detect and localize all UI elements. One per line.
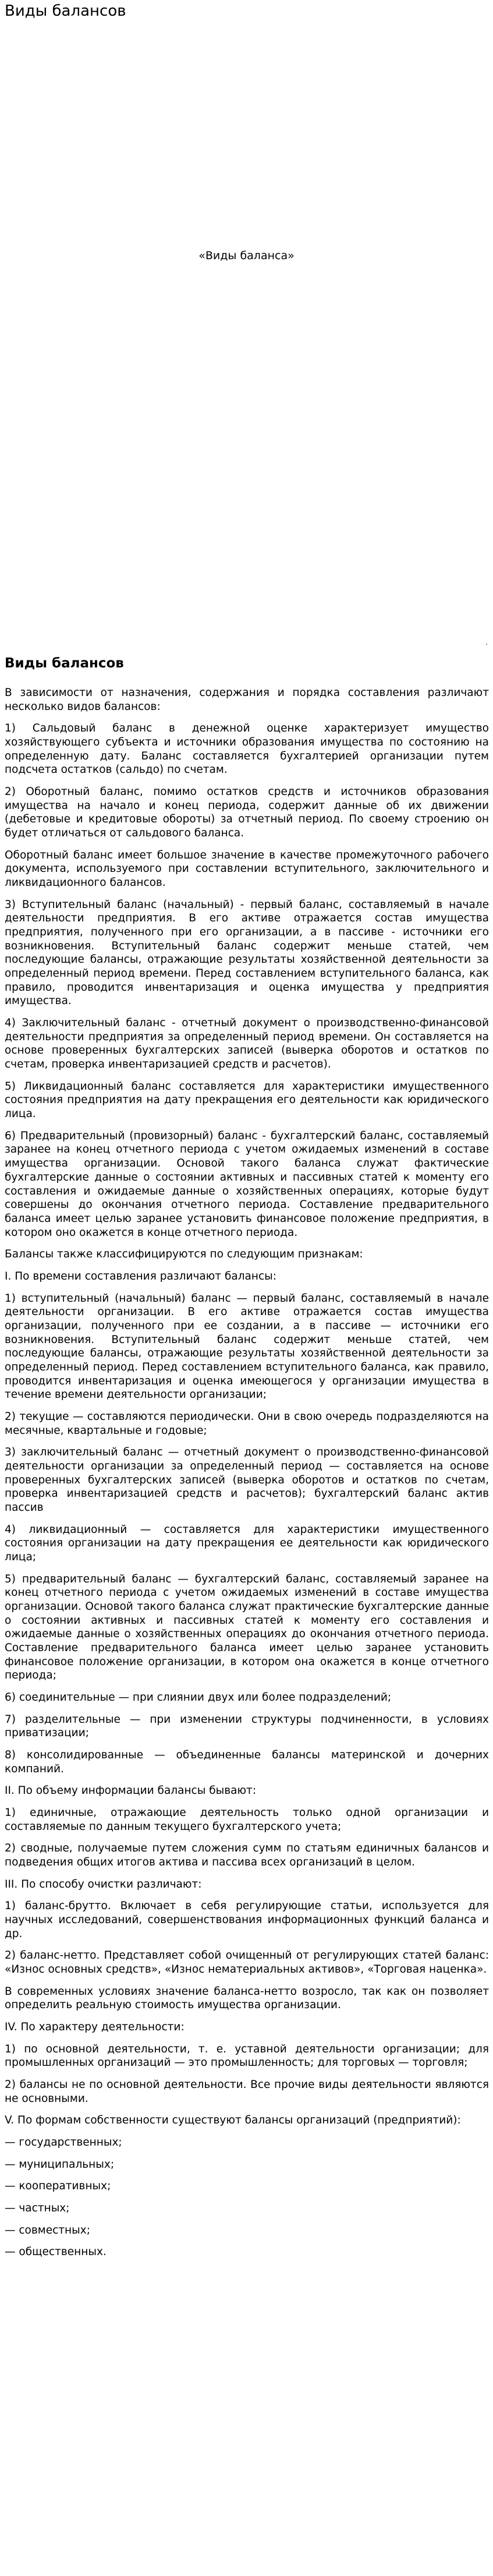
paragraph: I. По времени составления различают балансы:: [5, 1270, 276, 1282]
paragraph: III. По способу очистки различают:: [5, 1878, 202, 1891]
paragraph: 2) сводные, получаемые путем сложения сумм по статьям единичных балансов и подведения общих итогов актива и пассива всех организаций в целом.: [5, 1842, 489, 1869]
paragraph: 2) Оборотный баланс, помимо остатков средств и источников образования имущества на начало и конец периода, содержит данные об их движении (дебетовые и кредитовые обороты) за отчетный период. По своему строению он будет отличаться от сальдового баланса.: [5, 786, 489, 840]
list-item: — общественных.: [5, 2246, 107, 2259]
paragraph: V. По формам собственности существуют балансы организаций (предприятий):: [5, 2114, 461, 2127]
article-heading: Виды балансов: [5, 656, 124, 671]
paragraph: 4) ликвидационный — составляется для характеристики имущественного состояния организации на дату прекращения ее деятельности как юридического лица;: [5, 1523, 489, 1563]
paragraph: IV. По характеру деятельности:: [5, 2021, 185, 2034]
paragraph: 1) единичные, отражающие деятельность только одной организации и составляемые по данным текущего бухгалтерского учета;: [5, 1807, 489, 1833]
paragraph: 6) Предварительный (провизорный) баланс - бухгалтерский баланс, составляемый заранее на конец отчетного периода с учетом ожидаемых изменений в составе имущества организации. Основой такого баланса служат фактические бухгалтерские данные о состоянии активных и пассивных статей к моменту его составления и ожидаемые данные о хозяйственных операциях, которые будут совершены до окончания отчетного периода. Составление предварительного баланса имеет целью заранее установить финансовое положение предприятия, в котором оно окажется в конце отчетного периода.: [5, 1129, 489, 1239]
list-item: — совместных;: [5, 2224, 90, 2236]
paragraph: 2) балансы не по основной деятельности. Все прочие виды деятельности являются не основными.: [5, 2079, 489, 2105]
paragraph: II. По объему информации балансы бывают:: [5, 1785, 257, 1797]
paragraph: 1) по основной деятельности, т. е. уставной деятельности организации; для промышленных организаций — это промышленность; для торговых — торговля;: [5, 2043, 489, 2069]
paragraph: В зависимости от назначения, содержания и порядка составления различают несколько видов балансов:: [5, 687, 489, 713]
paragraph: 1) баланс-брутто. Включает в себя регулирующие статьи, используется для научных исследований, совершенствования информационных функций баланса и др.: [5, 1900, 489, 1940]
paragraph: 1) Сальдовый баланс в денежной оценке характеризует имущество хозяйствующего субъекта и источники образования имущества по состоянию на определенную дату. Баланс составляется бухгалтерией организации путем подсчета остатков (сальдо) по счетам.: [5, 722, 489, 776]
paragraph: 3) Вступительный баланс (начальный) - первый баланс, составляемый в начале деятельности предприятия. В его активе отражается состав имущества предприятия, полученного при его организации, а в пассиве - источники его возникновения. Вступительный баланс содержит меньше статей, чем последующие балансы, отражающие результаты хозяйственной деятельности за определенный период времени. Перед составлением вступительного баланса, как правило, проводится инвентаризация и оценка имущества у предприятия имущества.: [5, 898, 489, 1008]
paragraph: 3) заключительный баланс — отчетный документ о производственно-финансовой деятельности организации за определенный период — составляется на основе проверенных бухгалтерских записей (выверка оборотов и остатков по счетам, проверка инвентаризацией средств и расчетов); бухгалтерский баланс актив пассив: [5, 1446, 489, 1514]
paragraph: 1) вступительный (начальный) баланс — первый баланс, составляемый в начале деятельности организации. В его активе отражается состав имущества организации, полученного при ее создании, а в пассиве — источники его возникновения. Вступительный баланс содержит меньше статей, чем последующие балансы, отражающие результаты хозяйственной деятельности за определенный период. Перед составлением вступительного баланса, как правило, проводится инвентаризация и оценка имеющегося у организации имущества в течение времени деятельности организации;: [5, 1292, 489, 1401]
paragraph: 7) разделительные — при изменении структуры подчиненности, в условиях приватизации;: [5, 1713, 489, 1740]
paragraph: В современных условиях значение баланса-нетто возросло, так как он позволяет определить реальную стоимость имущества организации.: [5, 1985, 489, 2012]
list-item: — государственных;: [5, 2136, 122, 2149]
paragraph: 5) Ликвидационный баланс составляется для характеристики имущественного состояния предприятия на дату прекращения его деятельности как юридического лица.: [5, 1080, 489, 1121]
paragraph: 6) соединительные — при слиянии двух или более подразделений;: [5, 1691, 392, 1704]
page-title: Виды балансов: [5, 2, 126, 20]
paragraph: Балансы также классифицируются по следующим признакам:: [5, 1248, 363, 1261]
paragraph: 8) консолидированные — объединенные балансы материнской и дочерних компаний.: [5, 1749, 489, 1775]
article-body: [5, 656, 489, 2267]
list-item: — кооперативных;: [5, 2180, 111, 2193]
cover-label: «Виды баланса»: [198, 249, 295, 262]
paragraph: 4) Заключительный баланс - отчетный документ о производственно-финансовой деятельности предприятия за определенный период времени. Он составляется на основе проверенных бухгалтерских записей (выверка оборотов и остатков по счетам, проверка инвентаризацией средств и расчетов).: [5, 1017, 489, 1071]
list-item: — частных;: [5, 2202, 70, 2215]
paragraph: Оборотный баланс имеет большое значение в качестве промежуточного рабочего документа, используемого при составлении вступительного, заключительного и ликвидационного балансов.: [5, 849, 489, 889]
paragraph: 5) предварительный баланс — бухгалтерский баланс, составляемый заранее на конец отчетного периода с учетом ожидаемых изменений в составе имущества организации. Основой такого баланса служат практические бухгалтерские данные о состоянии активных и пассивных статей к моменту его составления и ожидаемые данные о хозяйственных операциях до окончания отчетного периода. Составление предварительного баланса имеет целью заранее установить финансовое положение организации, в котором она окажется в конце отчетного периода;: [5, 1573, 489, 1682]
dot-mark: .: [485, 638, 488, 646]
paragraph: 2) текущие — составляются периодически. Они в свою очередь подразделяются на месячные, квартальные и годовые;: [5, 1410, 489, 1437]
list-item: — муниципальных;: [5, 2158, 115, 2171]
paragraph: 2) баланс-нетто. Представляет собой очищенный от регулирующих статей баланс: «Износ основных средств», «Износ нематериальных активов», «Торговая наценка».: [5, 1949, 489, 1976]
